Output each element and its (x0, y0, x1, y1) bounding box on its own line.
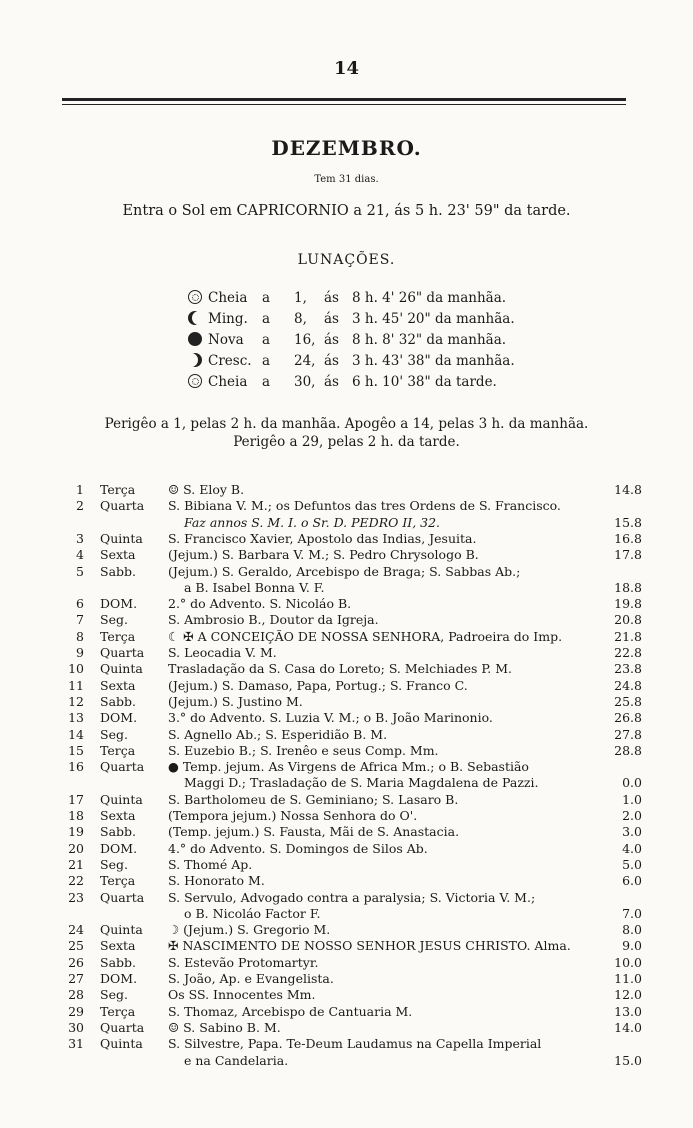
weekday: Quarta (100, 498, 145, 514)
moon-age-value: 26.8 (614, 710, 642, 726)
double-rule-thick (62, 98, 626, 101)
moon-age-value: 1.0 (622, 791, 642, 807)
day-number: 19 (68, 824, 84, 840)
day-row (0, 759, 693, 775)
lunations-title: LUNAÇÕES. (297, 252, 396, 268)
weekday: Quinta (100, 661, 143, 677)
day-row-continuation (0, 906, 693, 922)
days-note: Tem 31 dias. (314, 174, 379, 185)
day-number: 31 (68, 1036, 84, 1052)
day-number: 9 (76, 645, 84, 660)
day-number: 4 (76, 547, 84, 563)
lunation-prep: a (262, 290, 271, 306)
day-row (0, 938, 693, 954)
weekday: Sabb. (100, 824, 136, 840)
moon-age-value: 8.0 (622, 922, 642, 938)
day-number: 25 (68, 938, 84, 954)
day-entry-text: o B. Nicoláo Factor F. (184, 905, 321, 921)
moon-age-value: 27.8 (614, 726, 642, 742)
day-row (0, 808, 693, 824)
day-row (0, 727, 693, 743)
day-row (0, 955, 693, 971)
moon-age-value: 15.8 (614, 514, 642, 530)
weekday: Seg. (100, 987, 128, 1003)
weekday: Sabb. (100, 693, 136, 709)
moon-age-value: 5.0 (622, 856, 642, 872)
lunation-time: 8 h. 8' 32" da manhãa. (352, 332, 507, 348)
lunation-row (188, 288, 506, 308)
waning-moon-icon (188, 311, 202, 325)
day-entry-text: 3.° do Advento. S. Luzia V. M.; o B. João Marinonio. (168, 710, 493, 726)
day-row (0, 678, 693, 694)
day-entry-text: (Jejum.) S. Damaso, Papa, Portug.; S. Franco C. (168, 677, 468, 693)
day-number: 20 (68, 840, 84, 856)
day-entry-text: (Jejum.) S. Justino M. (168, 693, 303, 709)
day-entry-text: e na Candelaria. (184, 1052, 289, 1068)
day-entry-text: S. Ambrosio B., Doutor da Igreja. (168, 612, 379, 628)
day-number: 15 (68, 742, 84, 758)
day-entry-text: S. Silvestre, Papa. Te-Deum Laudamus na Capella Imperial (168, 1036, 542, 1052)
lunation-at: ás (324, 374, 339, 390)
lunation-prep: a (262, 353, 271, 369)
moon-age-value: 7.0 (622, 905, 642, 921)
day-number: 26 (68, 954, 84, 970)
waxing-moon-icon (188, 353, 202, 367)
moon-age-value: 25.8 (614, 693, 642, 709)
moon-age-value: 6.0 (622, 873, 642, 889)
moon-age-value: 19.8 (614, 596, 642, 612)
lunation-name: Nova (208, 332, 244, 348)
weekday: Sabb. (100, 954, 136, 970)
day-entry-text: 4.° do Advento. S. Domingos de Silos Ab. (168, 840, 428, 856)
day-row (0, 1036, 693, 1052)
day-entry-text: S. Thomaz, Arcebispo de Cantuaria M. (168, 1003, 413, 1019)
day-entry-text: ✠ NASCIMENTO DE NOSSO SENHOR JESUS CHRISTO. Alma. (168, 938, 571, 954)
day-number: 16 (68, 759, 84, 775)
day-number: 13 (68, 710, 84, 726)
day-number: 11 (68, 677, 84, 693)
lunation-day: 8, (294, 311, 307, 327)
day-entry-text: S. Bartholomeu de S. Geminiano; S. Lasaro B. (168, 791, 459, 807)
weekday: Terça (100, 482, 136, 497)
lunation-name: Cresc. (208, 353, 252, 369)
lunation-at: ás (324, 332, 339, 348)
lunation-day: 1, (294, 290, 307, 306)
day-row (0, 710, 693, 726)
day-entry-text: S. Agnello Ab.; S. Esperidião B. M. (168, 726, 388, 742)
day-entry-text: Trasladação da S. Casa do Loreto; S. Melchiades P. M. (168, 661, 512, 677)
lunation-row (188, 372, 497, 392)
day-row (0, 792, 693, 808)
weekday: Quarta (100, 889, 145, 905)
moon-age-value: 2.0 (622, 808, 642, 823)
day-row (0, 694, 693, 710)
lunation-name: Cheia (208, 290, 248, 306)
weekday: Sexta (100, 547, 136, 563)
weekday: Terça (100, 873, 136, 889)
perigee-line: Perigêo a 1, pelas 2 h. da manhãa. Apogêo a 14, pelas 3 h. da manhãa. (104, 416, 589, 432)
page-number: 14 (333, 58, 360, 79)
weekday: Quarta (100, 759, 145, 775)
day-number: 30 (68, 1019, 84, 1035)
day-entry-text: S. Francisco Xavier, Apostolo das Indias, Jesuita. (168, 530, 477, 546)
weekday: Quarta (100, 1019, 145, 1035)
lunation-day: 30, (294, 374, 316, 390)
lunation-time: 6 h. 10' 38" da tarde. (352, 374, 497, 390)
day-number: 3 (76, 530, 84, 546)
moon-age-value: 17.8 (614, 547, 642, 563)
day-row (0, 547, 693, 563)
day-entry-text: S. Euzebio B.; S. Irenêo e seus Comp. Mm. (168, 742, 439, 758)
day-number: 7 (76, 612, 84, 628)
day-row (0, 890, 693, 906)
full-moon-icon (188, 374, 202, 388)
moon-age-value: 11.0 (614, 971, 642, 986)
weekday: DOM. (100, 710, 138, 726)
moon-age-value: 0.0 (622, 775, 642, 791)
day-entry-text: ☺ S. Sabino B. M. (168, 1019, 281, 1035)
lunation-day: 16, (294, 332, 316, 348)
day-number: 5 (76, 563, 84, 579)
day-number: 1 (76, 482, 84, 497)
day-entry-text: Faz annos S. M. I. o Sr. D. PEDRO II, 32. (184, 514, 441, 530)
day-row (0, 482, 693, 498)
moon-age-value: 16.8 (614, 530, 642, 546)
weekday: DOM. (100, 971, 138, 986)
moon-age-value: 3.0 (622, 824, 642, 840)
day-entry-text: (Jejum.) S. Geraldo, Arcebispo de Braga; S. Sabbas Ab.; (168, 563, 521, 579)
day-entry-text: Os SS. Innocentes Mm. (168, 987, 316, 1003)
day-number: 17 (68, 791, 84, 807)
weekday: Quinta (100, 791, 143, 807)
lunation-at: ás (324, 290, 339, 306)
day-entry-text: ● Temp. jejum. As Virgens de Africa Mm.; o B. Sebastião (168, 759, 529, 775)
perigee-line-2: Perigêo a 29, pelas 2 h. da tarde. (233, 434, 460, 450)
day-entry-text: S. Servulo, Advogado contra a paralysia; S. Victoria V. M.; (168, 889, 536, 905)
moon-age-value: 12.0 (614, 987, 642, 1003)
day-row-continuation (0, 775, 693, 791)
moon-age-value: 14.0 (614, 1019, 642, 1035)
weekday: Terça (100, 742, 136, 758)
day-entry-text: ☽ (Jejum.) S. Gregorio M. (168, 922, 331, 938)
solstice-line: Entra o Sol em CAPRICORNIO a 21, ás 5 h. 23' 59" da tarde. (122, 203, 571, 219)
weekday: Quinta (100, 1036, 143, 1052)
day-number: 21 (68, 856, 84, 872)
day-number: 6 (76, 596, 84, 612)
day-number: 14 (68, 726, 84, 742)
day-number: 2 (76, 498, 84, 514)
day-entry-text: (Tempora jejum.) Nossa Senhora do O'. (168, 808, 418, 823)
weekday: Terça (100, 628, 136, 644)
moon-age-value: 13.0 (614, 1003, 642, 1019)
lunation-time: 8 h. 4' 26" da manhãa. (352, 290, 507, 306)
double-rule-thin (62, 104, 626, 105)
moon-age-value: 9.0 (622, 938, 642, 954)
day-row (0, 841, 693, 857)
day-number: 12 (68, 693, 84, 709)
day-row (0, 987, 693, 1003)
day-number: 8 (76, 628, 84, 644)
day-row (0, 612, 693, 628)
day-number: 23 (68, 889, 84, 905)
weekday: Seg. (100, 856, 128, 872)
day-entry-text: 2.° do Advento. S. Nicoláo B. (168, 596, 352, 612)
lunation-row (188, 330, 506, 350)
weekday: Quarta (100, 645, 145, 660)
day-row (0, 1004, 693, 1020)
lunation-prep: a (262, 332, 271, 348)
day-entry-text: S. Bibiana V. M.; os Defuntos das tres Ordens de S. Francisco. (168, 498, 561, 514)
day-row (0, 873, 693, 889)
lunation-at: ás (324, 311, 339, 327)
day-row-continuation (0, 515, 693, 531)
weekday: Sexta (100, 938, 136, 954)
lunation-name: Cheia (208, 374, 248, 390)
weekday: Quinta (100, 530, 143, 546)
weekday: DOM. (100, 596, 138, 612)
day-row (0, 498, 693, 514)
lunation-name: Ming. (208, 311, 248, 327)
day-row (0, 645, 693, 661)
day-entry-text: (Jejum.) S. Barbara V. M.; S. Pedro Chrysologo B. (168, 547, 479, 563)
day-row (0, 629, 693, 645)
moon-age-value: 22.8 (614, 645, 642, 660)
moon-age-value: 4.0 (622, 840, 642, 856)
day-entry-text: S. João, Ap. e Evangelista. (168, 971, 334, 986)
weekday: Seg. (100, 726, 128, 742)
day-entry-text: Maggi D.; Trasladação de S. Maria Magdalena de Pazzi. (184, 775, 539, 791)
day-row-continuation (0, 1053, 693, 1069)
day-row (0, 971, 693, 987)
day-number: 18 (68, 808, 84, 823)
lunation-time: 3 h. 45' 20" da manhãa. (352, 311, 515, 327)
moon-age-value: 21.8 (614, 628, 642, 644)
new-moon-icon (188, 332, 202, 346)
weekday: Seg. (100, 612, 128, 628)
weekday: DOM. (100, 840, 138, 856)
day-row (0, 564, 693, 580)
lunation-time: 3 h. 43' 38" da manhãa. (352, 353, 515, 369)
day-entry-text: S. Honorato M. (168, 873, 265, 889)
weekday: Sabb. (100, 563, 136, 579)
weekday: Quinta (100, 922, 143, 938)
day-row (0, 661, 693, 677)
day-number: 24 (68, 922, 84, 938)
lunation-prep: a (262, 374, 271, 390)
day-row (0, 531, 693, 547)
lunation-day: 24, (294, 353, 316, 369)
day-number: 27 (68, 971, 84, 986)
moon-age-value: 10.0 (614, 954, 642, 970)
lunation-row (188, 309, 515, 329)
lunation-prep: a (262, 311, 271, 327)
moon-age-value: 18.8 (614, 579, 642, 595)
day-number: 29 (68, 1003, 84, 1019)
weekday: Sexta (100, 808, 136, 823)
day-entry-text: ☺ S. Eloy B. (168, 482, 245, 497)
day-entry-text: S. Leocadia V. M. (168, 645, 277, 660)
day-number: 10 (68, 661, 84, 677)
day-entry-text: ☾ ✠ A CONCEIÇÃO DE NOSSA SENHORA, Padroeira do Imp. (168, 628, 563, 644)
weekday: Terça (100, 1003, 136, 1019)
day-number: 28 (68, 987, 84, 1003)
day-entry-text: S. Estevão Protomartyr. (168, 954, 319, 970)
day-entry-text: a B. Isabel Bonna V. F. (184, 579, 325, 595)
day-row-continuation (0, 580, 693, 596)
lunation-row (188, 351, 515, 371)
day-entry-text: (Temp. jejum.) S. Fausta, Mãi de S. Anastacia. (168, 824, 460, 840)
moon-age-value: 28.8 (614, 742, 642, 758)
day-row (0, 824, 693, 840)
day-row (0, 922, 693, 938)
day-entry-text: S. Thomé Ap. (168, 856, 253, 872)
weekday: Sexta (100, 677, 136, 693)
full-moon-icon (188, 290, 202, 304)
day-row (0, 1020, 693, 1036)
day-row (0, 596, 693, 612)
moon-age-value: 23.8 (614, 661, 642, 677)
lunation-at: ás (324, 353, 339, 369)
day-number: 22 (68, 873, 84, 889)
moon-age-value: 14.8 (614, 482, 642, 497)
moon-age-value: 24.8 (614, 677, 642, 693)
day-row (0, 743, 693, 759)
month-title: DEZEMBRO. (271, 136, 422, 160)
moon-age-value: 20.8 (614, 612, 642, 628)
day-row (0, 857, 693, 873)
moon-age-value: 15.0 (614, 1052, 642, 1068)
